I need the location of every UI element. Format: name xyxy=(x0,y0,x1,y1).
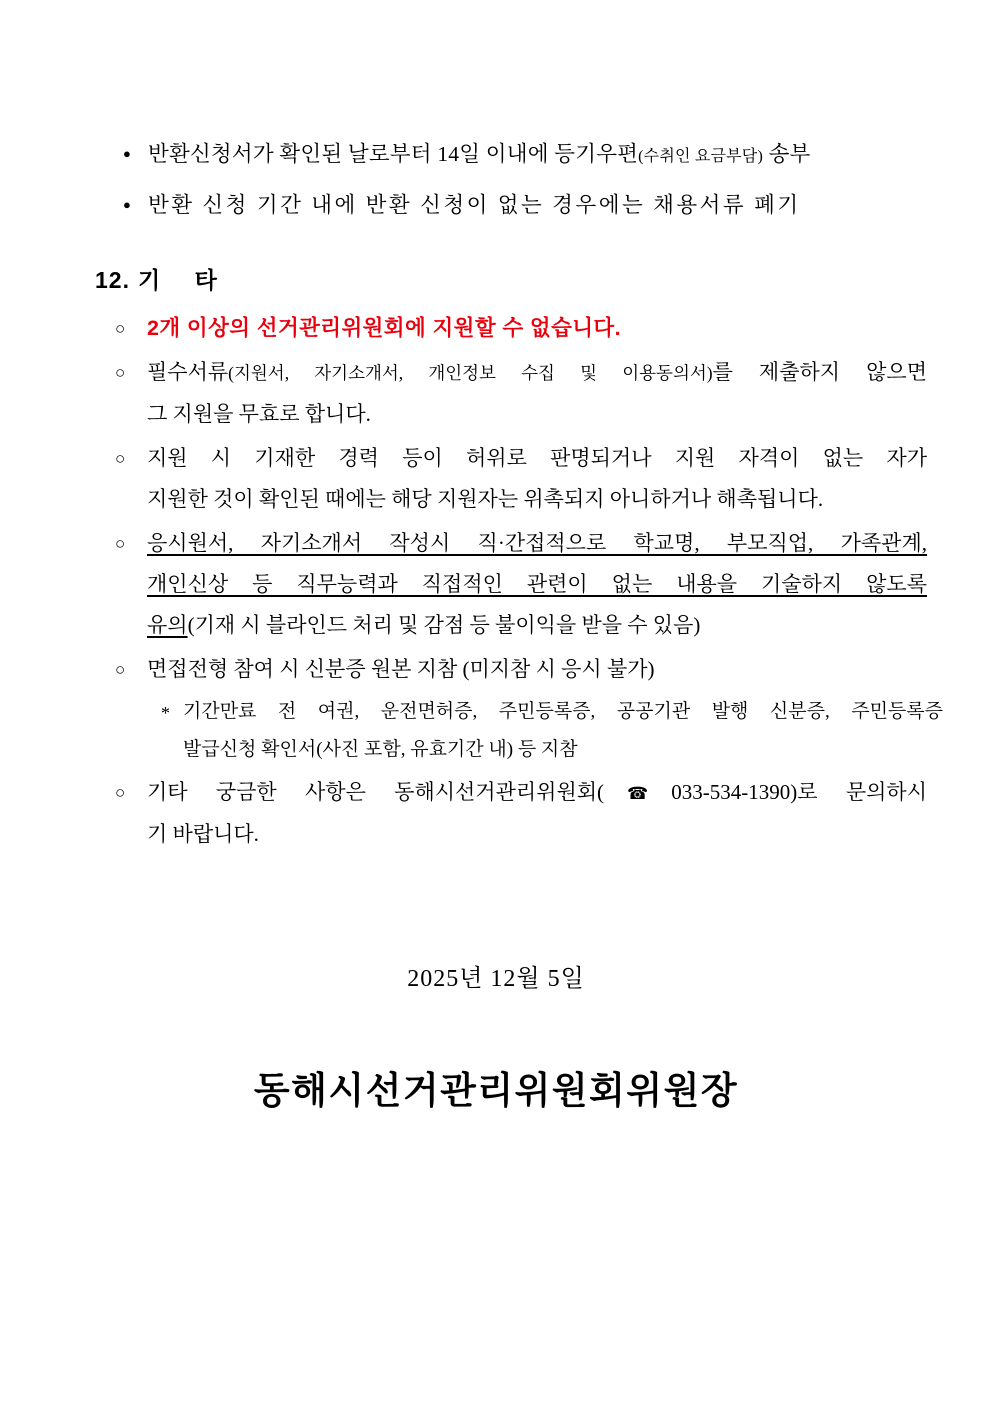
list-item-interview-id xyxy=(113,649,923,690)
bullet-text: 반환신청서가 확인된 날로부터 14일 이내에 등기우편 xyxy=(148,142,639,166)
sub-note xyxy=(147,693,943,769)
bullet-text: 반환 신청 기간 내에 반환 신청이 없는 경우에는 채용서류 폐기 xyxy=(148,193,801,217)
bullet-note: (수취인 요금부담) xyxy=(638,148,763,165)
list-item-false-career xyxy=(113,438,927,520)
text-rest: (기재 시 블라인드 처리 및 감점 등 불이익을 받을 수 있음) xyxy=(187,613,701,637)
text-underlined: 유의 xyxy=(147,613,188,637)
text-b: 를 제출하지 않으면 xyxy=(712,360,927,384)
line: 개인신상 등 직무능력과 직접적인 관련이 없는 내용을 기술하지 않도록 xyxy=(147,572,927,596)
text-small: (지원서, 자기소개서, 개인정보 수집 및 이용동의서) xyxy=(228,363,713,383)
list-item-required-documents xyxy=(113,352,927,435)
line: 기 바랍니다. xyxy=(147,822,259,846)
warning-text: 2개 이상의 선거관리위원회에 지원할 수 없습니다. xyxy=(147,316,621,340)
section-number: 12. xyxy=(95,267,130,293)
list-item-id-note-wrapper xyxy=(113,693,943,769)
list-item-no-dual-apply xyxy=(113,308,923,349)
text-a: 필수서류 xyxy=(147,360,229,384)
line xyxy=(147,772,927,814)
line: 그 지원을 무효로 합니다. xyxy=(147,402,371,426)
list-item xyxy=(118,181,918,229)
line: * 기간만료 전 여권, 운전면허증, 주민등록증, 공공기관 발행 신분증, 주민등록증 xyxy=(183,701,943,722)
line: ○ 면접전형 참여 시 신분증 원본 지참 (미지참 시 응시 불가) xyxy=(147,657,655,681)
line: ○ 지원 시 기재한 경력 등이 허위로 판명되거나 지원 자격이 없는 자가 xyxy=(147,446,927,470)
bullet-tail: 송부 xyxy=(763,142,811,166)
other-notes-list xyxy=(113,308,943,858)
top-bullet-list xyxy=(118,130,918,229)
section-title: 기 타 xyxy=(137,267,231,293)
signature-authority: 동해시선거관리위원회위원장 xyxy=(253,1071,739,1112)
line xyxy=(147,352,927,394)
line: 발급신청 확인서(사진 포함, 유효기간 내) 등 지참 xyxy=(183,739,578,760)
line xyxy=(147,605,923,646)
text-a: 기타 궁금한 사항은 동해시선거관리위원회( xyxy=(147,780,605,804)
document-date: 2025년 12월 5일 xyxy=(407,966,585,992)
phone-icon: ☎ xyxy=(604,784,672,803)
text-b: 033-534-1390)로 문의하시 xyxy=(671,780,927,804)
list-item xyxy=(118,130,918,181)
line: 지원한 것이 확인된 때에는 해당 지원자는 위촉되지 아니하거나 해촉됩니다. xyxy=(147,487,824,511)
list-item-contact xyxy=(113,772,927,855)
section-heading xyxy=(95,262,231,295)
list-item-blind-policy xyxy=(113,523,927,646)
line: ○ 응시원서, 자기소개서 작성시 직·간접적으로 학교명, 부모직업, 가족관계, xyxy=(147,531,927,555)
